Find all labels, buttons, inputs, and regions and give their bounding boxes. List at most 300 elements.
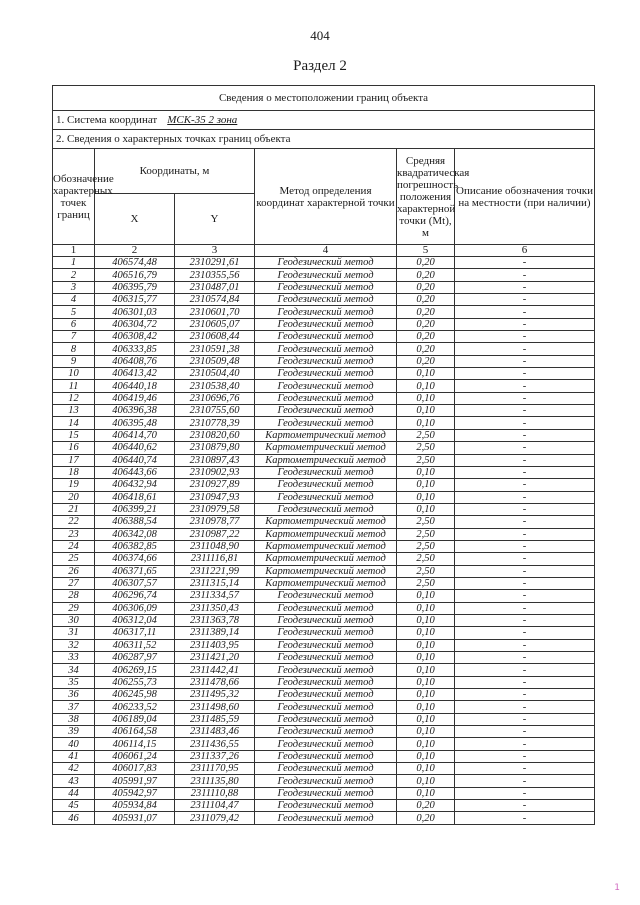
x-coordinate: 406440,18 <box>95 380 175 392</box>
header-coords: Координаты, м <box>95 149 255 194</box>
y-coordinate: 2311442,41 <box>175 664 255 676</box>
error-value: 0,10 <box>397 639 455 651</box>
table-row <box>53 318 595 330</box>
description: - <box>455 701 595 713</box>
method: Геодезический метод <box>255 466 397 478</box>
description: - <box>455 318 595 330</box>
table-row <box>53 429 595 441</box>
description: - <box>455 417 595 429</box>
y-coordinate: 2310979,58 <box>175 503 255 515</box>
error-value: 0,10 <box>397 392 455 404</box>
table-row <box>53 565 595 577</box>
y-coordinate: 2311363,78 <box>175 614 255 626</box>
description: - <box>455 787 595 799</box>
y-coordinate: 2311498,60 <box>175 701 255 713</box>
error-value: 0,20 <box>397 281 455 293</box>
table-row <box>53 491 595 503</box>
x-coordinate: 406414,70 <box>95 429 175 441</box>
description: - <box>455 491 595 503</box>
column-number: 3 <box>175 245 255 257</box>
point-number: 20 <box>53 491 95 503</box>
x-coordinate: 406269,15 <box>95 664 175 676</box>
error-value: 0,10 <box>397 590 455 602</box>
x-coordinate: 405931,07 <box>95 812 175 824</box>
error-value: 0,20 <box>397 306 455 318</box>
description: - <box>455 713 595 725</box>
error-value: 0,10 <box>397 380 455 392</box>
table-row <box>53 639 595 651</box>
error-value: 0,20 <box>397 294 455 306</box>
point-number: 41 <box>53 750 95 762</box>
error-value: 0,10 <box>397 652 455 664</box>
y-coordinate: 2311116,81 <box>175 553 255 565</box>
y-coordinate: 2310355,56 <box>175 269 255 281</box>
x-coordinate: 406443,66 <box>95 466 175 478</box>
x-coordinate: 406408,76 <box>95 355 175 367</box>
description: - <box>455 516 595 528</box>
x-coordinate: 406333,85 <box>95 343 175 355</box>
description: - <box>455 602 595 614</box>
y-coordinate: 2311436,55 <box>175 738 255 750</box>
point-number: 44 <box>53 787 95 799</box>
y-coordinate: 2311170,95 <box>175 763 255 775</box>
method: Геодезический метод <box>255 257 397 269</box>
table-row <box>53 676 595 688</box>
description: - <box>455 689 595 701</box>
x-coordinate: 406440,74 <box>95 454 175 466</box>
point-number: 8 <box>53 343 95 355</box>
table-row <box>53 294 595 306</box>
x-coordinate: 406413,42 <box>95 368 175 380</box>
point-number: 3 <box>53 281 95 293</box>
point-number: 33 <box>53 652 95 664</box>
point-number: 43 <box>53 775 95 787</box>
x-coordinate: 406371,65 <box>95 565 175 577</box>
y-coordinate: 2311135,80 <box>175 775 255 787</box>
point-number: 23 <box>53 528 95 540</box>
method: Геодезический метод <box>255 750 397 762</box>
description: - <box>455 343 595 355</box>
x-coordinate: 406374,66 <box>95 553 175 565</box>
y-coordinate: 2311350,43 <box>175 602 255 614</box>
description: - <box>455 565 595 577</box>
table-row <box>53 306 595 318</box>
point-number: 6 <box>53 318 95 330</box>
y-coordinate: 2310947,93 <box>175 491 255 503</box>
point-number: 13 <box>53 405 95 417</box>
table-row <box>53 800 595 812</box>
point-number: 4 <box>53 294 95 306</box>
y-coordinate: 2310504,40 <box>175 368 255 380</box>
error-value: 0,10 <box>397 676 455 688</box>
point-number: 39 <box>53 726 95 738</box>
y-coordinate: 2310879,80 <box>175 442 255 454</box>
method: Геодезический метод <box>255 281 397 293</box>
error-value: 0,20 <box>397 257 455 269</box>
error-value: 0,10 <box>397 479 455 491</box>
method: Геодезический метод <box>255 343 397 355</box>
error-value: 0,10 <box>397 602 455 614</box>
error-value: 0,10 <box>397 775 455 787</box>
point-number: 30 <box>53 614 95 626</box>
description: - <box>455 540 595 552</box>
method: Картометрический метод <box>255 540 397 552</box>
description: - <box>455 577 595 589</box>
x-coordinate: 406061,24 <box>95 750 175 762</box>
point-number: 32 <box>53 639 95 651</box>
description: - <box>455 553 595 565</box>
table-row <box>53 343 595 355</box>
table-row <box>53 479 595 491</box>
table-row <box>53 257 595 269</box>
y-coordinate: 2311389,14 <box>175 627 255 639</box>
description: - <box>455 257 595 269</box>
description: - <box>455 590 595 602</box>
y-coordinate: 2310696,76 <box>175 392 255 404</box>
error-value: 0,10 <box>397 738 455 750</box>
method: Картометрический метод <box>255 577 397 589</box>
error-value: 2,50 <box>397 565 455 577</box>
description: - <box>455 812 595 824</box>
table-row <box>53 812 595 824</box>
table-row <box>53 281 595 293</box>
y-coordinate: 2311403,95 <box>175 639 255 651</box>
method: Геодезический метод <box>255 306 397 318</box>
x-coordinate: 406312,04 <box>95 614 175 626</box>
x-coordinate: 406432,94 <box>95 479 175 491</box>
description: - <box>455 726 595 738</box>
method: Геодезический метод <box>255 763 397 775</box>
method: Геодезический метод <box>255 590 397 602</box>
header-method: Метод определения координат характерной точки <box>255 149 397 245</box>
table-row <box>53 577 595 589</box>
points-section-label: 2. Сведения о характерных точках границ объекта <box>53 130 595 149</box>
error-value: 0,10 <box>397 466 455 478</box>
point-number: 36 <box>53 689 95 701</box>
description: - <box>455 454 595 466</box>
error-value: 0,20 <box>397 343 455 355</box>
error-value: 0,20 <box>397 331 455 343</box>
table-row <box>53 269 595 281</box>
point-number: 37 <box>53 701 95 713</box>
table-row <box>53 553 595 565</box>
x-coordinate: 406296,74 <box>95 590 175 602</box>
point-number: 22 <box>53 516 95 528</box>
table-row <box>53 392 595 404</box>
point-number: 42 <box>53 763 95 775</box>
method: Геодезический метод <box>255 652 397 664</box>
y-coordinate: 2310574,84 <box>175 294 255 306</box>
method: Геодезический метод <box>255 689 397 701</box>
y-coordinate: 2310509,48 <box>175 355 255 367</box>
x-coordinate: 406388,54 <box>95 516 175 528</box>
method: Геодезический метод <box>255 380 397 392</box>
method: Геодезический метод <box>255 318 397 330</box>
description: - <box>455 355 595 367</box>
x-coordinate: 405991,97 <box>95 775 175 787</box>
method: Картометрический метод <box>255 565 397 577</box>
error-value: 0,10 <box>397 664 455 676</box>
method: Геодезический метод <box>255 787 397 799</box>
method: Геодезический метод <box>255 392 397 404</box>
method: Геодезический метод <box>255 269 397 281</box>
method: Геодезический метод <box>255 479 397 491</box>
section-title: Раздел 2 <box>293 58 347 74</box>
y-coordinate: 2311104,47 <box>175 800 255 812</box>
y-coordinate: 2310978,77 <box>175 516 255 528</box>
y-coordinate: 2311079,42 <box>175 812 255 824</box>
error-value: 0,10 <box>397 417 455 429</box>
y-coordinate: 2310608,44 <box>175 331 255 343</box>
point-number: 31 <box>53 627 95 639</box>
point-number: 21 <box>53 503 95 515</box>
method: Картометрический метод <box>255 454 397 466</box>
point-number: 18 <box>53 466 95 478</box>
error-value: 0,10 <box>397 750 455 762</box>
column-number: 5 <box>397 245 455 257</box>
method: Геодезический метод <box>255 800 397 812</box>
header-point-name: Обозначение характерных точек границ <box>53 149 95 245</box>
y-coordinate: 2311485,59 <box>175 713 255 725</box>
y-coordinate: 2310605,07 <box>175 318 255 330</box>
point-number: 45 <box>53 800 95 812</box>
point-number: 27 <box>53 577 95 589</box>
description: - <box>455 652 595 664</box>
x-coordinate: 405942,97 <box>95 787 175 799</box>
table-row <box>53 503 595 515</box>
point-number: 15 <box>53 429 95 441</box>
description: - <box>455 627 595 639</box>
point-number: 29 <box>53 602 95 614</box>
coord-system-label: 1. Система координат <box>56 114 158 126</box>
method: Геодезический метод <box>255 405 397 417</box>
table-row <box>53 540 595 552</box>
header-x: X <box>95 194 175 245</box>
method: Геодезический метод <box>255 639 397 651</box>
method: Геодезический метод <box>255 713 397 725</box>
error-value: 0,10 <box>397 491 455 503</box>
method: Геодезический метод <box>255 664 397 676</box>
table-row <box>53 368 595 380</box>
x-coordinate: 406574,48 <box>95 257 175 269</box>
x-coordinate: 406017,83 <box>95 763 175 775</box>
error-value: 0,10 <box>397 713 455 725</box>
table-caption: Сведения о местоположении границ объекта <box>53 86 595 111</box>
error-value: 0,10 <box>397 787 455 799</box>
column-number: 6 <box>455 245 595 257</box>
error-value: 0,10 <box>397 368 455 380</box>
description: - <box>455 380 595 392</box>
x-coordinate: 406399,21 <box>95 503 175 515</box>
error-value: 2,50 <box>397 528 455 540</box>
y-coordinate: 2311495,32 <box>175 689 255 701</box>
object-boundary-table <box>52 85 595 825</box>
x-coordinate: 406307,57 <box>95 577 175 589</box>
description: - <box>455 392 595 404</box>
error-value: 2,50 <box>397 454 455 466</box>
error-value: 0,20 <box>397 269 455 281</box>
y-coordinate: 2311478,66 <box>175 676 255 688</box>
x-coordinate: 406255,73 <box>95 676 175 688</box>
y-coordinate: 2310591,38 <box>175 343 255 355</box>
table-row <box>53 454 595 466</box>
description: - <box>455 528 595 540</box>
column-number: 1 <box>53 245 95 257</box>
point-number: 11 <box>53 380 95 392</box>
error-value: 0,20 <box>397 355 455 367</box>
point-number: 34 <box>53 664 95 676</box>
table-row <box>53 738 595 750</box>
x-coordinate: 406189,04 <box>95 713 175 725</box>
method: Геодезический метод <box>255 355 397 367</box>
coord-system-row <box>53 111 595 130</box>
method: Геодезический метод <box>255 726 397 738</box>
point-number: 26 <box>53 565 95 577</box>
method: Геодезический метод <box>255 417 397 429</box>
description: - <box>455 442 595 454</box>
table-row <box>53 614 595 626</box>
method: Геодезический метод <box>255 627 397 639</box>
x-coordinate: 406308,42 <box>95 331 175 343</box>
point-number: 25 <box>53 553 95 565</box>
method: Картометрический метод <box>255 429 397 441</box>
table-row <box>53 689 595 701</box>
column-number: 4 <box>255 245 397 257</box>
method: Геодезический метод <box>255 368 397 380</box>
point-number: 46 <box>53 812 95 824</box>
x-coordinate: 406164,58 <box>95 726 175 738</box>
point-number: 28 <box>53 590 95 602</box>
point-number: 35 <box>53 676 95 688</box>
y-coordinate: 2311048,90 <box>175 540 255 552</box>
table-row <box>53 405 595 417</box>
description: - <box>455 331 595 343</box>
description: - <box>455 281 595 293</box>
table-row <box>53 602 595 614</box>
y-coordinate: 2310987,22 <box>175 528 255 540</box>
x-coordinate: 406342,08 <box>95 528 175 540</box>
method: Картометрический метод <box>255 528 397 540</box>
x-coordinate: 406419,46 <box>95 392 175 404</box>
table-row <box>53 380 595 392</box>
x-coordinate: 406382,85 <box>95 540 175 552</box>
error-value: 2,50 <box>397 553 455 565</box>
description: - <box>455 294 595 306</box>
header-y: Y <box>175 194 255 245</box>
point-number: 5 <box>53 306 95 318</box>
x-coordinate: 406440,62 <box>95 442 175 454</box>
method: Геодезический метод <box>255 491 397 503</box>
description: - <box>455 269 595 281</box>
y-coordinate: 2311315,14 <box>175 577 255 589</box>
x-coordinate: 406395,48 <box>95 417 175 429</box>
description: - <box>455 479 595 491</box>
y-coordinate: 2311483,46 <box>175 726 255 738</box>
method: Геодезический метод <box>255 775 397 787</box>
method: Картометрический метод <box>255 553 397 565</box>
column-numbers-row <box>53 245 595 257</box>
y-coordinate: 2310820,60 <box>175 429 255 441</box>
table-row <box>53 713 595 725</box>
method: Геодезический метод <box>255 331 397 343</box>
x-coordinate: 406395,79 <box>95 281 175 293</box>
point-number: 7 <box>53 331 95 343</box>
error-value: 0,10 <box>397 726 455 738</box>
y-coordinate: 2311221,99 <box>175 565 255 577</box>
y-coordinate: 2310927,89 <box>175 479 255 491</box>
error-value: 0,10 <box>397 503 455 515</box>
table-row <box>53 417 595 429</box>
column-number: 2 <box>95 245 175 257</box>
method: Геодезический метод <box>255 614 397 626</box>
table-row <box>53 664 595 676</box>
method: Геодезический метод <box>255 701 397 713</box>
error-value: 0,10 <box>397 627 455 639</box>
table-row <box>53 331 595 343</box>
description: - <box>455 429 595 441</box>
point-number: 2 <box>53 269 95 281</box>
error-value: 0,10 <box>397 614 455 626</box>
y-coordinate: 2310755,60 <box>175 405 255 417</box>
description: - <box>455 664 595 676</box>
x-coordinate: 406304,72 <box>95 318 175 330</box>
table-row <box>53 627 595 639</box>
error-value: 2,50 <box>397 540 455 552</box>
point-number: 19 <box>53 479 95 491</box>
table-row <box>53 775 595 787</box>
error-value: 2,50 <box>397 429 455 441</box>
error-value: 2,50 <box>397 442 455 454</box>
y-coordinate: 2311110,88 <box>175 787 255 799</box>
description: - <box>455 306 595 318</box>
y-coordinate: 2310487,01 <box>175 281 255 293</box>
point-number: 17 <box>53 454 95 466</box>
table-row <box>53 442 595 454</box>
method: Геодезический метод <box>255 812 397 824</box>
x-coordinate: 406245,98 <box>95 689 175 701</box>
y-coordinate: 2310902,93 <box>175 466 255 478</box>
x-coordinate: 406287,97 <box>95 652 175 664</box>
header-error: Средняя квадратическая погрешность положения характерной точки (Mt), м <box>397 149 455 245</box>
x-coordinate: 406233,52 <box>95 701 175 713</box>
corner-mark: 1 <box>614 883 620 893</box>
y-coordinate: 2311334,57 <box>175 590 255 602</box>
error-value: 0,20 <box>397 318 455 330</box>
x-coordinate: 406396,38 <box>95 405 175 417</box>
x-coordinate: 406301,03 <box>95 306 175 318</box>
description: - <box>455 763 595 775</box>
table-row <box>53 787 595 799</box>
description: - <box>455 800 595 812</box>
error-value: 0,20 <box>397 812 455 824</box>
point-number: 9 <box>53 355 95 367</box>
description: - <box>455 614 595 626</box>
point-number: 38 <box>53 713 95 725</box>
description: - <box>455 466 595 478</box>
coord-system-value: МСК-35 2 зона <box>167 114 238 126</box>
table-row <box>53 652 595 664</box>
description: - <box>455 676 595 688</box>
method: Картометрический метод <box>255 442 397 454</box>
method: Геодезический метод <box>255 503 397 515</box>
method: Геодезический метод <box>255 676 397 688</box>
table-row <box>53 466 595 478</box>
table-row <box>53 726 595 738</box>
table-row <box>53 750 595 762</box>
description: - <box>455 503 595 515</box>
point-number: 1 <box>53 257 95 269</box>
table-row <box>53 763 595 775</box>
